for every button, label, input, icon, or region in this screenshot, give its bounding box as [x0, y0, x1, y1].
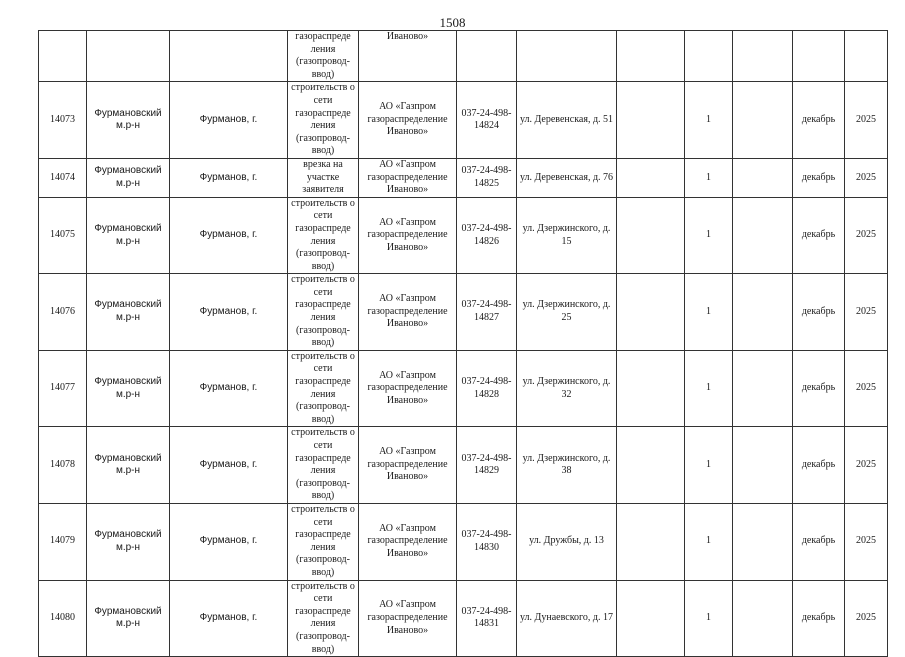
cell-empty-2: [733, 158, 793, 197]
cell-id: 14076: [39, 274, 87, 351]
cell-work-type: газораспреде ления (газопровод-ввод): [288, 31, 359, 82]
cell-empty-1: [617, 503, 685, 580]
cell-month: декабрь: [793, 503, 845, 580]
cell-empty-1: [617, 274, 685, 351]
cell-address: ул. Дзержинского, д. 15: [517, 197, 617, 274]
cell-district: Фурмановский м.р-н: [87, 503, 170, 580]
cell-number: 037-24-498-14829: [457, 427, 517, 504]
cell-year: 2025: [845, 197, 888, 274]
cell-city: Фурманов, г.: [170, 350, 288, 427]
cell-id: 14078: [39, 427, 87, 504]
cell-empty-1: [617, 158, 685, 197]
cell-year: 2025: [845, 503, 888, 580]
cell-quantity: 1: [685, 350, 733, 427]
cell-number: 037-24-498-14824: [457, 82, 517, 159]
cell-month: декабрь: [793, 350, 845, 427]
cell-id: 14080: [39, 580, 87, 657]
cell-empty-2: [733, 31, 793, 82]
cell-work-type: строительств о сети газораспреде ления (газопровод-ввод): [288, 503, 359, 580]
table-row: [39, 350, 888, 427]
cell-organization: АО «Газпром газораспределение Иваново»: [359, 580, 457, 657]
cell-address: ул. Дзержинского, д. 38: [517, 427, 617, 504]
cell-empty-2: [733, 427, 793, 504]
cell-organization: АО «Газпром газораспределение Иваново»: [359, 503, 457, 580]
table-row: [39, 580, 888, 657]
cell-district: Фурмановский м.р-н: [87, 82, 170, 159]
table-row: [39, 158, 888, 197]
cell-work-type: строительств о сети газораспреде ления (газопровод-ввод): [288, 350, 359, 427]
cell-address: ул. Деревенская, д. 76: [517, 158, 617, 197]
cell-empty-1: [617, 31, 685, 82]
cell-work-type: врезка на участке заявителя: [288, 158, 359, 197]
cell-year: 2025: [845, 158, 888, 197]
cell-city: Фурманов, г.: [170, 427, 288, 504]
cell-id: 14073: [39, 82, 87, 159]
cell-city: Фурманов, г.: [170, 158, 288, 197]
cell-district: Фурмановский м.р-н: [87, 274, 170, 351]
cell-organization: АО «Газпром газораспределение Иваново»: [359, 274, 457, 351]
cell-organization: Иваново»: [359, 31, 457, 82]
cell-quantity: 1: [685, 427, 733, 504]
cell-city: Фурманов, г.: [170, 197, 288, 274]
cell-year: 2025: [845, 427, 888, 504]
cell-organization: АО «Газпром газораспределение Иваново»: [359, 427, 457, 504]
page-number: 1508: [439, 15, 466, 30]
cell-district: [87, 31, 170, 82]
cell-empty-1: [617, 197, 685, 274]
cell-work-type: строительств о сети газораспреде ления (газопровод-ввод): [288, 580, 359, 657]
cell-empty-1: [617, 427, 685, 504]
cell-city: Фурманов, г.: [170, 82, 288, 159]
cell-year: 2025: [845, 580, 888, 657]
cell-id: 14079: [39, 503, 87, 580]
cell-city: [170, 31, 288, 82]
cell-work-type: строительств о сети газораспреде ления (газопровод-ввод): [288, 82, 359, 159]
cell-month: декабрь: [793, 82, 845, 159]
cell-work-type: строительств о сети газораспреде ления (газопровод-ввод): [288, 274, 359, 351]
cell-id: 14074: [39, 158, 87, 197]
cell-year: 2025: [845, 274, 888, 351]
cell-work-type: строительств о сети газораспреде ления (газопровод-ввод): [288, 427, 359, 504]
cell-quantity: 1: [685, 158, 733, 197]
cell-empty-2: [733, 82, 793, 159]
cell-district: Фурмановский м.р-н: [87, 580, 170, 657]
cell-month: декабрь: [793, 197, 845, 274]
cell-year: [845, 31, 888, 82]
cell-id: [39, 31, 87, 82]
cell-empty-2: [733, 580, 793, 657]
cell-address: [517, 31, 617, 82]
cell-empty-2: [733, 350, 793, 427]
table-row: [39, 82, 888, 159]
cell-district: Фурмановский м.р-н: [87, 197, 170, 274]
cell-district: Фурмановский м.р-н: [87, 427, 170, 504]
cell-empty-2: [733, 503, 793, 580]
cell-city: Фурманов, г.: [170, 580, 288, 657]
cell-organization: АО «Газпром газораспределение Иваново»: [359, 350, 457, 427]
cell-id: 14075: [39, 197, 87, 274]
cell-organization: АО «Газпром газораспределение Иваново»: [359, 82, 457, 159]
cell-organization: АО «Газпром газораспределение Иваново»: [359, 158, 457, 197]
cell-number: 037-24-498-14826: [457, 197, 517, 274]
table-row: [39, 274, 888, 351]
cell-month: декабрь: [793, 427, 845, 504]
table-body: [39, 31, 888, 657]
cell-city: Фурманов, г.: [170, 274, 288, 351]
cell-number: 037-24-498-14825: [457, 158, 517, 197]
cell-address: ул. Деревенская, д. 51: [517, 82, 617, 159]
cell-organization: АО «Газпром газораспределение Иваново»: [359, 197, 457, 274]
cell-month: декабрь: [793, 158, 845, 197]
cell-id: 14077: [39, 350, 87, 427]
table-row: [39, 197, 888, 274]
cell-year: 2025: [845, 350, 888, 427]
cell-month: [793, 31, 845, 82]
cell-month: декабрь: [793, 580, 845, 657]
table-row: [39, 503, 888, 580]
cell-city: Фурманов, г.: [170, 503, 288, 580]
cell-quantity: [685, 31, 733, 82]
registry-table: [38, 30, 888, 657]
cell-quantity: 1: [685, 82, 733, 159]
cell-number: 037-24-498-14830: [457, 503, 517, 580]
table-row: [39, 427, 888, 504]
cell-year: 2025: [845, 82, 888, 159]
cell-quantity: 1: [685, 274, 733, 351]
cell-empty-1: [617, 580, 685, 657]
cell-number: [457, 31, 517, 82]
cell-work-type: строительств о сети газораспреде ления (газопровод-ввод): [288, 197, 359, 274]
cell-address: ул. Дзержинского, д. 25: [517, 274, 617, 351]
cell-number: 037-24-498-14831: [457, 580, 517, 657]
cell-month: декабрь: [793, 274, 845, 351]
cell-empty-2: [733, 274, 793, 351]
cell-address: ул. Дзержинского, д. 32: [517, 350, 617, 427]
cell-district: Фурмановский м.р-н: [87, 158, 170, 197]
cell-district: Фурмановский м.р-н: [87, 350, 170, 427]
table-row-partial: [39, 31, 888, 82]
cell-empty-1: [617, 350, 685, 427]
cell-address: ул. Дунаевского, д. 17: [517, 580, 617, 657]
cell-empty-2: [733, 197, 793, 274]
cell-quantity: 1: [685, 503, 733, 580]
cell-address: ул. Дружбы, д. 13: [517, 503, 617, 580]
cell-number: 037-24-498-14828: [457, 350, 517, 427]
cell-quantity: 1: [685, 580, 733, 657]
cell-quantity: 1: [685, 197, 733, 274]
cell-empty-1: [617, 82, 685, 159]
cell-number: 037-24-498-14827: [457, 274, 517, 351]
